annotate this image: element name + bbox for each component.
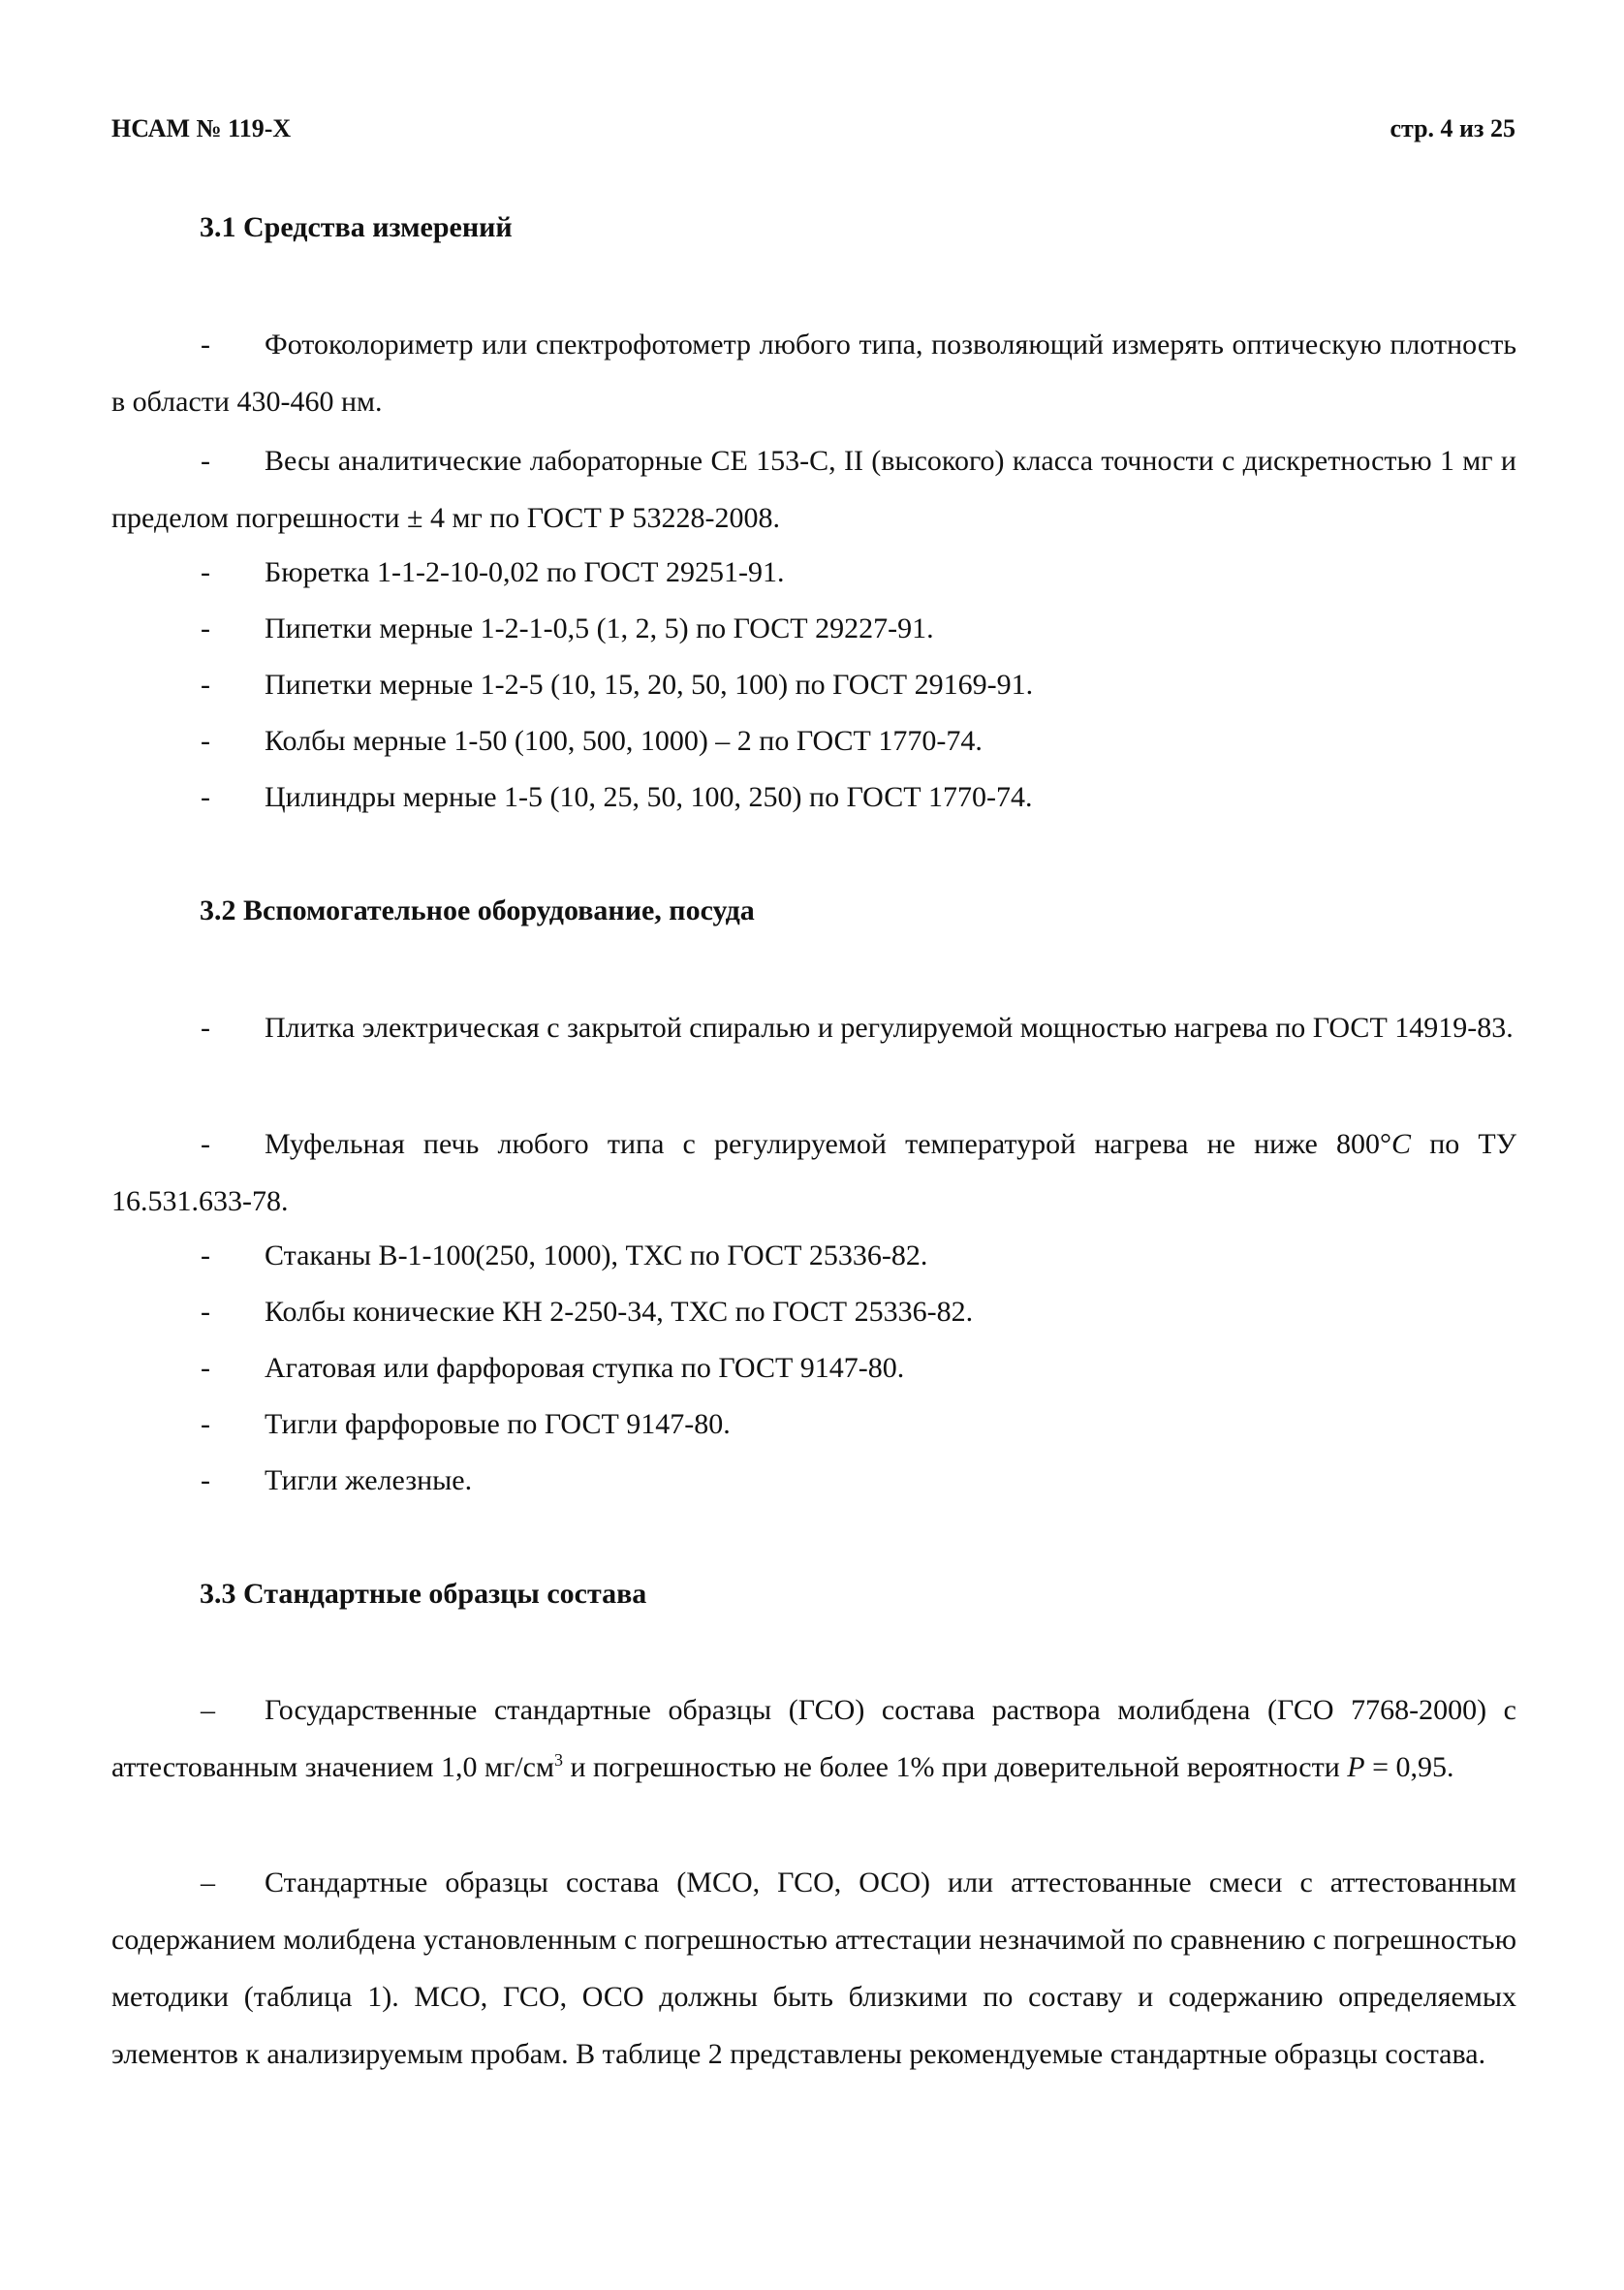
list-item <box>201 612 934 645</box>
degree-sign: ° <box>1380 1128 1392 1160</box>
list-dash: - <box>201 1012 210 1044</box>
paragraph <box>111 1681 1516 1796</box>
list-dash: – <box>201 1867 215 1898</box>
page-number: стр. 4 из 25 <box>1390 114 1515 142</box>
list-item-text: Тигли фарфоровые по ГОСТ 9147-80. <box>265 1408 731 1440</box>
list-item-text: Фотоколориметр или спектрофотометр любого типа, позволяющий измерять оптическую плотность в области 430-460 нм. <box>111 329 1516 418</box>
section-title-3-3: 3.3 Стандартные образцы состава <box>200 1578 647 1610</box>
superscript: 3 <box>553 1750 563 1770</box>
list-item-text: Агатовая или фарфоровая ступка по ГОСТ 9147-80. <box>265 1352 905 1384</box>
paragraph-text: Государственные стандартные образцы (ГСО) состава раствора молибдена (ГСО 7768-2000) с аттестованным значением 1,0 мг/см <box>111 1694 1516 1783</box>
list-item-text: Бюретка 1-1-2-10-0,02 по ГОСТ 29251-91. <box>265 556 785 588</box>
list-item-text: Колбы конические КН 2-250-34, ТХС по ГОСТ 25336-82. <box>265 1296 974 1328</box>
list-item-text: Пипетки мерные 1-2-1-0,5 (1, 2, 5) по ГОСТ 29227-91. <box>265 612 934 644</box>
list-dash: - <box>201 612 210 644</box>
paragraph-text: и погрешностью не более 1% при доверительной вероятности <box>562 1751 1348 1783</box>
list-dash: - <box>201 1408 210 1440</box>
list-dash: - <box>201 1128 210 1160</box>
list-item-text-tail: по ТУ 16.531.633-78. <box>111 1128 1516 1217</box>
paragraph-text: = 0,95. <box>1364 1751 1454 1783</box>
document-code: НСАМ № 119-Х <box>111 114 292 142</box>
list-item <box>201 1239 927 1272</box>
paragraph-text: Стандартные образцы состава (МСО, ГСО, ОСО) или аттестованные смеси с аттестованным содержанием молибдена установленным с погрешностью аттестации незначимой по сравнению с погрешностью методики (таблица 1). МСО, ГСО, ОСО должны быть близкими по составу и содержанию определяемых элементов к анализируемым пробам. В таблице 2 представлены рекомендуемые стандартные образцы состава. <box>111 1867 1516 2070</box>
list-item <box>201 669 1033 702</box>
list-item <box>201 556 784 589</box>
list-item <box>201 781 1033 814</box>
list-dash: - <box>201 1352 210 1384</box>
list-dash: - <box>201 1239 210 1271</box>
list-dash: - <box>201 556 210 588</box>
list-item-text: Цилиндры мерные 1-5 (10, 25, 50, 100, 250) по ГОСТ 1770-74. <box>265 781 1033 813</box>
list-item <box>201 725 983 758</box>
list-dash: - <box>201 329 210 361</box>
list-item-text: Плитка электрическая с закрытой спиралью и регулируемой мощностью нагрева по ГОСТ 14919-83. <box>265 1012 1514 1044</box>
list-item-text: Пипетки мерные 1-2-5 (10, 15, 20, 50, 100) по ГОСТ 29169-91. <box>265 669 1034 701</box>
list-item <box>111 432 1516 547</box>
list-dash: - <box>201 725 210 757</box>
list-dash: - <box>201 445 210 477</box>
list-item <box>201 1408 731 1441</box>
variable-p: P <box>1347 1751 1365 1783</box>
list-item-text: Весы аналитические лабораторные СЕ 153-С, II (высокого) класса точности с дискретностью 1 мг и пределом погрешности ± 4 мг по ГОСТ Р 53228-2008. <box>111 445 1516 534</box>
list-item <box>201 1296 973 1329</box>
section-title-3-2: 3.2 Вспомогательное оборудование, посуда <box>200 894 755 926</box>
list-dash: - <box>201 1464 210 1496</box>
list-dash: - <box>201 1296 210 1328</box>
list-item <box>201 1464 472 1497</box>
list-dash: – <box>201 1694 215 1726</box>
list-item-text: Муфельная печь любого типа с регулируемой температурой нагрева не ниже 800 <box>265 1128 1381 1160</box>
list-item-text: Колбы мерные 1-50 (100, 500, 1000) – 2 по ГОСТ 1770-74. <box>265 725 983 757</box>
list-item <box>111 316 1516 430</box>
list-dash: - <box>201 781 210 813</box>
list-item <box>201 1352 904 1385</box>
paragraph <box>111 1854 1516 2083</box>
celsius-unit: C <box>1391 1128 1412 1160</box>
page-header <box>111 114 1515 153</box>
section-title-3-1: 3.1 Средства измерений <box>200 211 513 243</box>
list-item-text: Тигли железные. <box>265 1464 473 1496</box>
list-item <box>111 1115 1516 1230</box>
list-item-text: Стаканы В-1-100(250, 1000), ТХС по ГОСТ 25336-82. <box>265 1239 928 1271</box>
list-dash: - <box>201 669 210 701</box>
list-item <box>111 999 1516 1056</box>
